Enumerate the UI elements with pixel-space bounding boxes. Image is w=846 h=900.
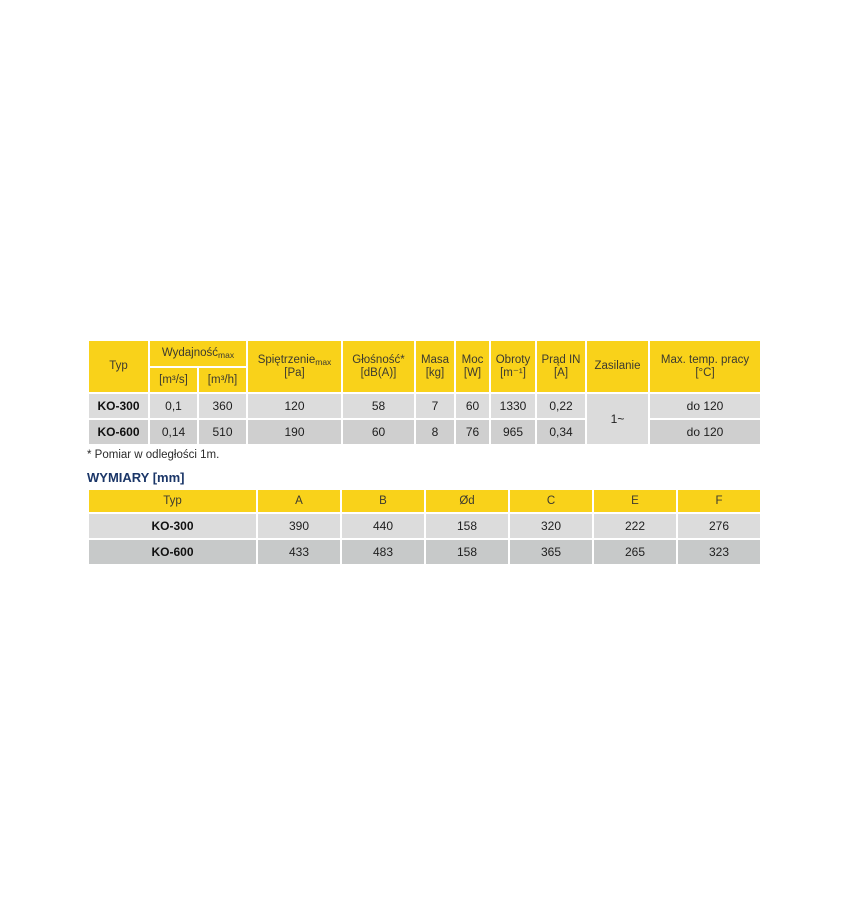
dim-row-ko600 <box>88 539 761 565</box>
spec-cell-m3s: 0,14 <box>149 419 198 445</box>
dim-cell-c: 320 <box>509 513 593 539</box>
spec-header-moc-unit: [W] <box>463 366 482 379</box>
dim-cell-b: 483 <box>341 539 425 565</box>
spec-table <box>87 339 762 446</box>
dimensions-title: WYMIARY [mm] <box>87 470 185 485</box>
spec-header-prad-unit: [A] <box>553 366 569 379</box>
spec-cell-prad: 0,22 <box>536 393 586 419</box>
spec-header-spietrzenie-line1 <box>248 354 341 367</box>
dim-cell-f: 323 <box>677 539 761 565</box>
dim-header-od: Ød <box>425 489 509 513</box>
datasheet-content <box>87 339 760 566</box>
spec-cell-obroty: 1330 <box>490 393 536 419</box>
dim-cell-c: 365 <box>509 539 593 565</box>
dim-cell-od: 158 <box>425 513 509 539</box>
spec-header-masa-unit: [kg] <box>425 366 445 379</box>
spec-cell-typ: KO-300 <box>88 393 149 419</box>
spec-header-spietrzenie-sub: max <box>315 356 332 367</box>
spec-row-ko300 <box>88 393 761 419</box>
dim-cell-a: 390 <box>257 513 341 539</box>
spec-cell-temp: do 120 <box>649 419 761 445</box>
spec-cell-m3h: 510 <box>198 419 247 445</box>
spec-cell-pa: 190 <box>247 419 342 445</box>
spec-cell-pa: 120 <box>247 393 342 419</box>
spec-cell-m3s: 0,1 <box>149 393 198 419</box>
spec-cell-temp: do 120 <box>649 393 761 419</box>
dim-header-c: C <box>509 489 593 513</box>
spec-header-zasilanie: Zasilanie <box>586 340 649 393</box>
spec-header-obroty <box>490 340 536 393</box>
spec-cell-dba: 58 <box>342 393 415 419</box>
spec-header-max-temp <box>649 340 761 393</box>
spec-cell-kg: 8 <box>415 419 455 445</box>
spec-header-prad <box>536 340 586 393</box>
spec-header-obroty-unit: [m⁻¹] <box>500 366 526 379</box>
spec-header-wydajnosc <box>149 340 247 367</box>
dim-header-typ: Typ <box>88 489 257 513</box>
spec-cell-obroty: 965 <box>490 419 536 445</box>
spec-header-moc-text: Moc <box>461 353 484 366</box>
spec-header-masa <box>415 340 455 393</box>
spec-cell-prad: 0,34 <box>536 419 586 445</box>
spec-header-typ: Typ <box>88 340 149 393</box>
spec-header-wydajnosc-sub: max <box>218 350 235 360</box>
dim-cell-f: 276 <box>677 513 761 539</box>
dim-cell-typ: KO-600 <box>88 539 257 565</box>
spec-cell-dba: 60 <box>342 419 415 445</box>
spec-cell-zasilanie: 1~ <box>586 393 649 445</box>
spec-header-wydajnosc-text: Wydajność <box>161 347 219 359</box>
dim-cell-typ: KO-300 <box>88 513 257 539</box>
dim-header-f: F <box>677 489 761 513</box>
spec-cell-w: 76 <box>455 419 490 445</box>
spec-header-masa-text: Masa <box>420 353 450 366</box>
spec-cell-typ: KO-600 <box>88 419 149 445</box>
spec-header-moc <box>455 340 490 393</box>
spec-header-glosnosc <box>342 340 415 393</box>
dim-row-ko300 <box>88 513 761 539</box>
dim-cell-od: 158 <box>425 539 509 565</box>
spec-header-unit-m3h: [m³/h] <box>198 367 247 393</box>
dim-header-a: A <box>257 489 341 513</box>
spec-cell-m3h: 360 <box>198 393 247 419</box>
measurement-footnote: * Pomiar w odległości 1m. <box>87 449 220 461</box>
spec-header-spietrzenie-unit: [Pa] <box>284 366 305 379</box>
spec-row-ko600 <box>88 419 761 445</box>
spec-cell-w: 60 <box>455 393 490 419</box>
spec-header-max-temp-text: Max. temp. pracy <box>660 353 750 366</box>
spec-header-prad-text: Prąd IN <box>541 353 581 366</box>
dimensions-table <box>87 488 762 566</box>
dim-cell-b: 440 <box>341 513 425 539</box>
dim-cell-e: 265 <box>593 539 677 565</box>
spec-cell-kg: 7 <box>415 393 455 419</box>
dim-header-b: B <box>341 489 425 513</box>
spec-header-unit-m3s: [m³/s] <box>149 367 198 393</box>
spec-header-glosnosc-text: Głośność* <box>352 353 405 366</box>
spec-header-obroty-text: Obroty <box>495 353 531 366</box>
spec-header-max-temp-unit: [°C] <box>695 366 715 379</box>
spec-header-spietrzenie-text: Spiętrzenie <box>257 353 316 366</box>
dim-header-e: E <box>593 489 677 513</box>
spec-header-spietrzenie <box>247 340 342 393</box>
dim-cell-a: 433 <box>257 539 341 565</box>
dim-cell-e: 222 <box>593 513 677 539</box>
spec-header-glosnosc-unit: [dB(A)] <box>360 366 397 379</box>
